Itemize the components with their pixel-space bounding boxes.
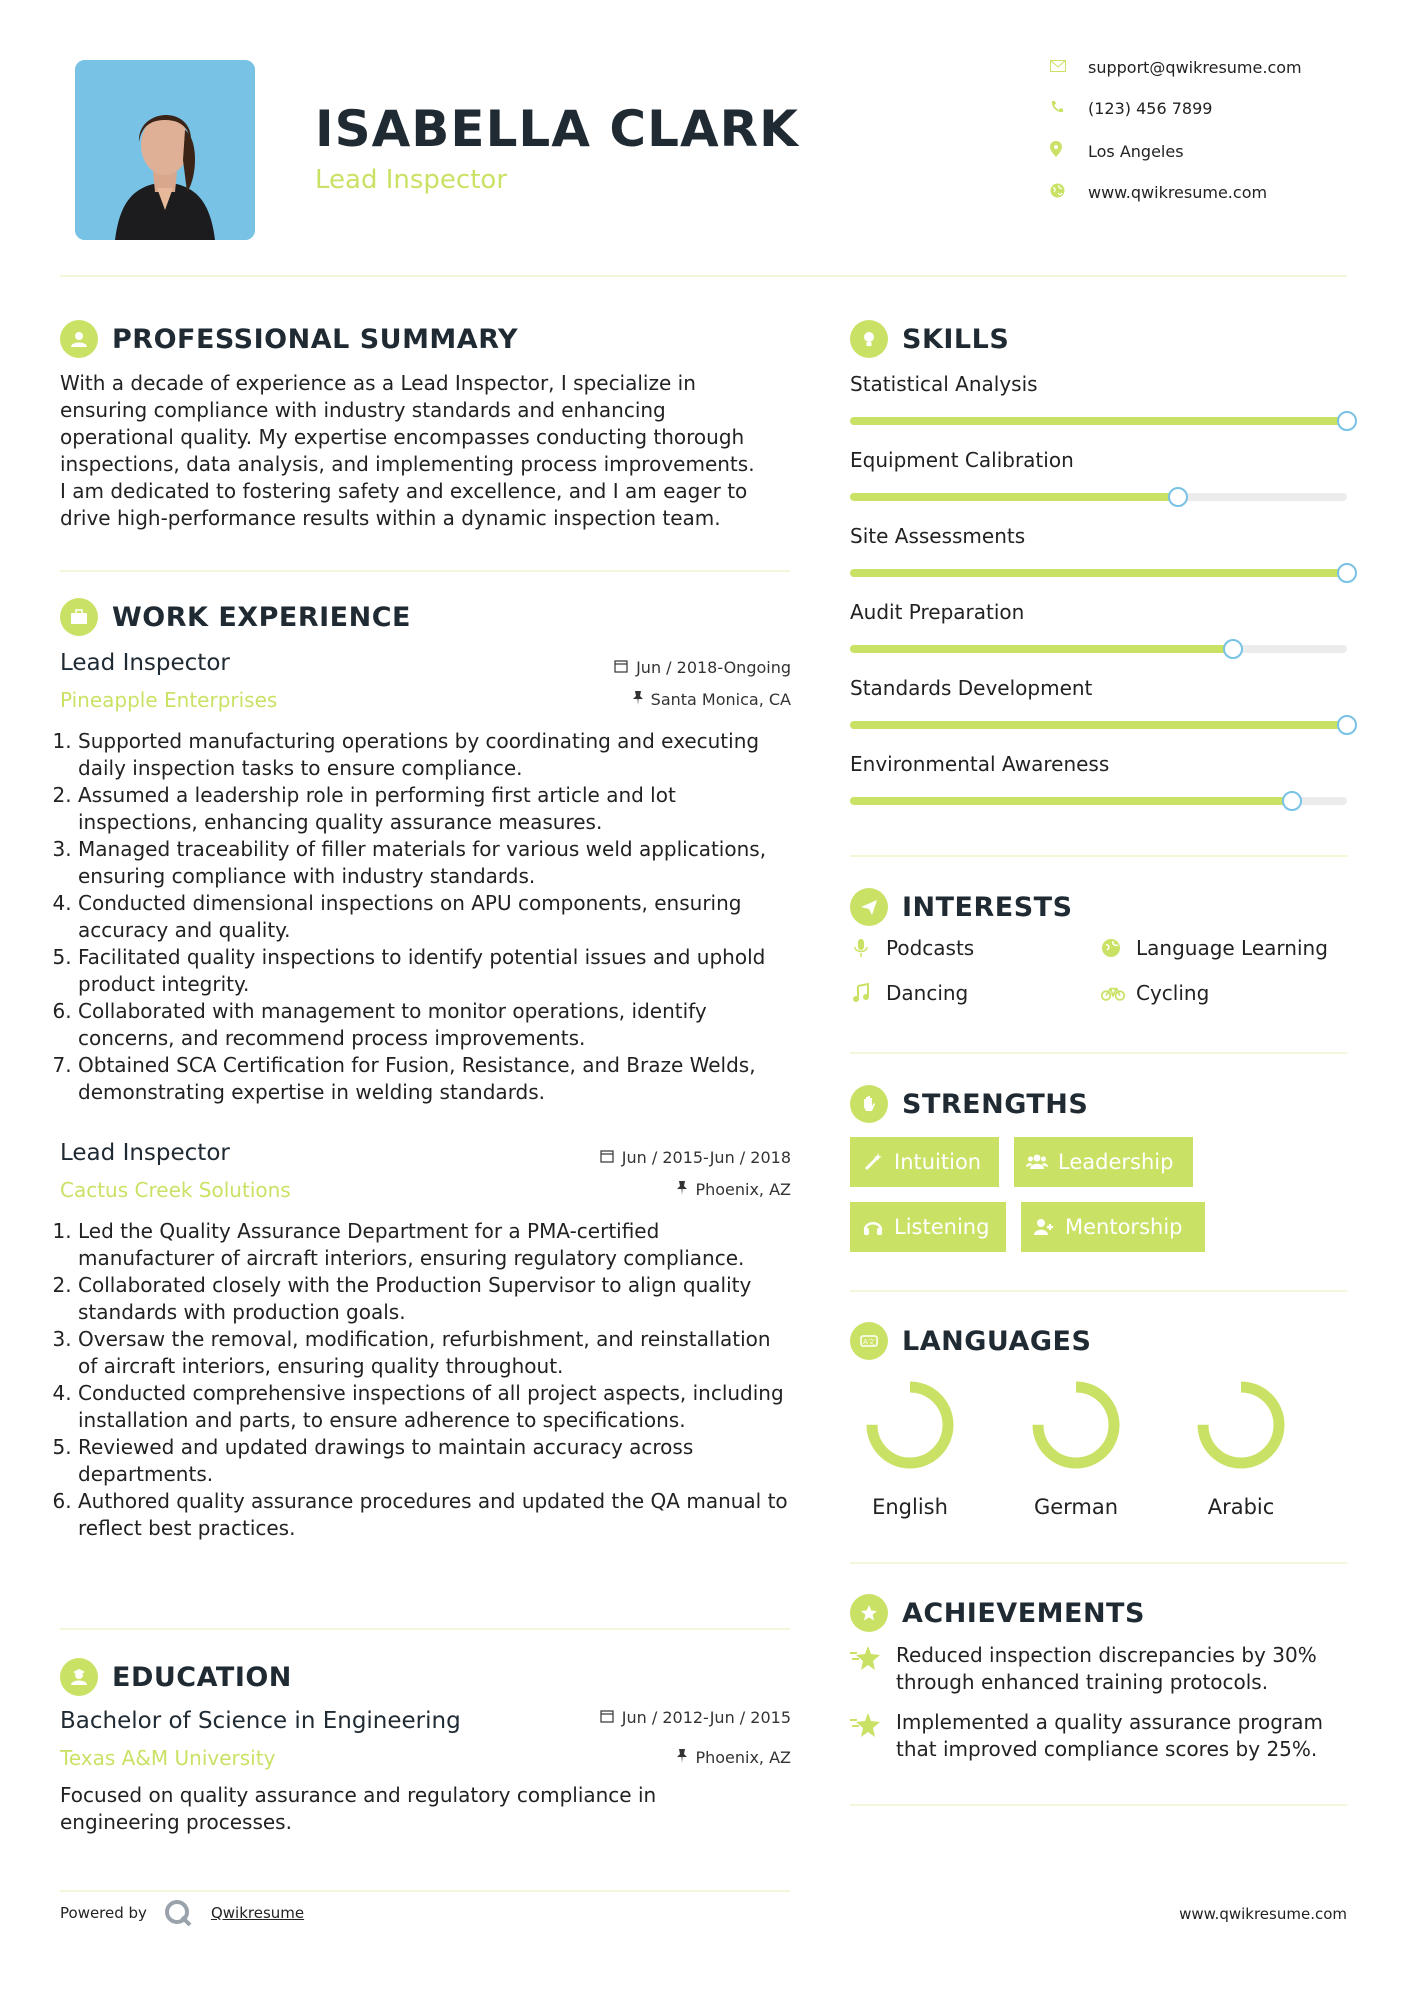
skill-label: Audit Preparation	[850, 600, 1025, 624]
calendar-icon	[600, 1709, 614, 1727]
calendar-icon	[600, 1149, 614, 1167]
job-1-dates	[614, 658, 791, 677]
contact-phone-text: (123) 456 7899	[1088, 99, 1213, 118]
education-location-text: Phoenix, AZ	[695, 1748, 791, 1767]
music-note-icon	[850, 982, 876, 1004]
star-icon	[850, 1644, 886, 1679]
skill-bar-knob	[1337, 563, 1357, 583]
language-ring	[1026, 1375, 1126, 1475]
strength-label: Leadership	[1058, 1150, 1174, 1174]
skills-section-header	[850, 320, 1009, 358]
interest-label: Cycling	[1136, 981, 1210, 1005]
footer-powered-by	[60, 1898, 304, 1928]
language-label: Arabic	[1207, 1495, 1275, 1519]
achievement-line: Reduced inspection discrepancies by 30%	[896, 1643, 1317, 1667]
candidate-name: ISABELLA CLARK	[315, 100, 799, 158]
education-location	[677, 1748, 791, 1767]
education-degree: Bachelor of Science in Engineering	[60, 1708, 461, 1734]
interest-language-learning	[1100, 936, 1328, 960]
contact-email[interactable]	[1050, 58, 1302, 77]
skill-bar-fill	[850, 417, 1347, 425]
list-item: 7. Obtained SCA Certification for Fusion, Resistance, and Braze Welds, demonstrating expertise in welding standards.	[78, 1052, 795, 1106]
strength-intuition	[850, 1137, 999, 1187]
achievement-item	[850, 1709, 1323, 1763]
contact-location	[1050, 141, 1184, 161]
briefcase-icon	[60, 598, 98, 636]
skill-bar-fill	[850, 645, 1233, 653]
skill-bar-track	[850, 797, 1347, 805]
skill-label: Site Assessments	[850, 524, 1026, 548]
language-label: English	[872, 1495, 948, 1519]
job-1-company: Pineapple Enterprises	[60, 688, 278, 712]
interest-cycling	[1100, 981, 1209, 1005]
job-2-location	[677, 1180, 791, 1199]
globe-icon	[1100, 937, 1126, 959]
achievements-divider	[850, 1804, 1347, 1806]
strengths-divider	[850, 1290, 1347, 1292]
microphone-icon	[850, 937, 876, 959]
skills-divider	[850, 855, 1347, 857]
profile-photo	[75, 60, 255, 240]
summary-section-header	[60, 320, 518, 358]
work-heading: WORK EXPERIENCE	[112, 601, 411, 633]
strength-label: Mentorship	[1065, 1215, 1183, 1239]
education-school: Texas A&M University	[60, 1746, 276, 1770]
list-item: 1. Supported manufacturing operations by coordinating and executing daily inspection tasks to ensure compliance.	[78, 728, 795, 782]
list-item: 5. Facilitated quality inspections to identify potential issues and uphold product integrity.	[78, 944, 795, 998]
language-item	[850, 1375, 970, 1519]
user-plus-icon	[1033, 1216, 1055, 1238]
qwikresume-logo-icon	[163, 1898, 193, 1928]
star-icon	[850, 1711, 886, 1746]
magic-wand-icon	[862, 1151, 884, 1173]
globe-icon	[1050, 183, 1078, 202]
summary-line: drive high-performance results within a dynamic inspection team.	[60, 506, 721, 530]
powered-by-text: Powered by	[60, 1904, 147, 1922]
pushpin-icon	[677, 1749, 687, 1767]
strength-leadership	[1014, 1137, 1193, 1187]
language-label: German	[1033, 1495, 1119, 1519]
contact-website[interactable]	[1050, 183, 1267, 202]
education-line: engineering processes.	[60, 1810, 292, 1834]
header-divider	[60, 275, 1347, 277]
summary-text	[60, 370, 800, 532]
interests-heading: INTERESTS	[902, 891, 1073, 923]
skill-bar-fill	[850, 797, 1292, 805]
graduation-icon	[60, 1658, 98, 1696]
skill-bar-knob	[1337, 411, 1357, 431]
interest-label: Dancing	[886, 981, 969, 1005]
summary-line: inspections, data analysis, and implementing process improvements.	[60, 452, 755, 476]
achievements-heading: ACHIEVEMENTS	[902, 1597, 1145, 1629]
contact-location-text: Los Angeles	[1088, 141, 1184, 161]
skills-heading: SKILLS	[902, 323, 1010, 355]
pushpin-icon	[677, 1181, 687, 1199]
job-1-responsibilities	[60, 728, 795, 1106]
interest-label: Podcasts	[886, 936, 975, 960]
achievement-line: Implemented a quality assurance program	[896, 1710, 1323, 1734]
user-icon	[60, 320, 98, 358]
job-1-location-text: Santa Monica, CA	[650, 690, 791, 709]
skill-bar-knob	[1168, 487, 1188, 507]
pushpin-icon	[633, 691, 643, 709]
achievement-item	[850, 1642, 1317, 1696]
person-portrait-image	[75, 60, 255, 240]
summary-line: ensuring compliance with industry standards and enhancing	[60, 398, 666, 422]
summary-line: operational quality. My expertise encompasses conducting thorough	[60, 425, 745, 449]
contact-website-text: www.qwikresume.com	[1088, 183, 1268, 202]
job-2-dates-text: Jun / 2015-Jun / 2018	[621, 1148, 791, 1167]
summary-line: I am dedicated to fostering safety and excellence, and I am eager to	[60, 479, 748, 503]
skill-bar-fill	[850, 721, 1347, 729]
job-1-location	[633, 690, 791, 709]
contact-phone[interactable]	[1050, 99, 1212, 118]
hand-icon	[850, 1085, 888, 1123]
skill-label: Standards Development	[850, 676, 1093, 700]
list-item: 5. Reviewed and updated drawings to maintain accuracy across departments.	[78, 1434, 795, 1488]
interests-section-header	[850, 888, 1073, 926]
job-2-company: Cactus Creek Solutions	[60, 1178, 291, 1202]
summary-divider	[60, 570, 790, 572]
skill-bar-knob	[1282, 791, 1302, 811]
strengths-heading: STRENGTHS	[902, 1088, 1089, 1120]
education-dates-text: Jun / 2012-Jun / 2015	[621, 1708, 791, 1727]
lightbulb-icon	[850, 320, 888, 358]
skill-bar-track	[850, 569, 1347, 577]
calendar-icon	[614, 659, 628, 677]
job-1-title: Lead Inspector	[60, 650, 230, 676]
strength-mentorship	[1021, 1202, 1205, 1252]
achievements-section-header	[850, 1594, 1145, 1632]
contact-email-text: support@qwikresume.com	[1088, 58, 1302, 77]
languages-section-header	[850, 1322, 1091, 1360]
education-divider	[60, 1890, 790, 1892]
education-heading: EDUCATION	[112, 1661, 292, 1693]
map-pin-icon	[1050, 141, 1078, 161]
qwikresume-link[interactable]: Qwikresume	[210, 1904, 305, 1922]
skill-bar-track	[850, 721, 1347, 729]
list-item: 4. Conducted dimensional inspections on APU components, ensuring accuracy and quality.	[78, 890, 795, 944]
language-item	[1181, 1375, 1301, 1519]
education-line: Focused on quality assurance and regulatory compliance in	[60, 1783, 657, 1807]
strength-listening	[850, 1202, 1006, 1252]
interest-label: Language Learning	[1136, 936, 1328, 960]
summary-heading: PROFESSIONAL SUMMARY	[112, 323, 519, 355]
skill-bar-track	[850, 493, 1347, 501]
language-ring	[1191, 1375, 1291, 1475]
education-section-header	[60, 1658, 292, 1696]
list-item: 4. Conducted comprehensive inspections of all project aspects, including installation and parts, to ensure adherence to specifications.	[78, 1380, 795, 1434]
list-item: 1. Led the Quality Assurance Department for a PMA-certified manufacturer of aircraft interiors, ensuring regulatory compliance.	[78, 1218, 795, 1272]
language-ring-arc	[1203, 1387, 1279, 1463]
list-item: 6. Collaborated with management to monitor operations, identify concerns, and recommend process improvements.	[78, 998, 795, 1052]
list-item: 2. Assumed a leadership role in performing first article and lot inspections, enhancing quality assurance measures.	[78, 782, 795, 836]
strengths-section-header	[850, 1085, 1088, 1123]
education-dates	[600, 1708, 791, 1727]
interests-divider	[850, 1052, 1347, 1054]
bicycle-icon	[1100, 982, 1126, 1004]
list-item: 2. Collaborated closely with the Production Supervisor to align quality standards with production goals.	[78, 1272, 795, 1326]
paper-plane-icon	[850, 888, 888, 926]
languages-divider	[850, 1562, 1347, 1564]
list-item: 6. Authored quality assurance procedures and updated the QA manual to reflect best practices.	[78, 1488, 795, 1542]
languages-heading: LANGUAGES	[902, 1325, 1092, 1357]
phone-icon	[1050, 100, 1078, 118]
translate-icon	[850, 1322, 888, 1360]
candidate-title: Lead Inspector	[315, 165, 508, 195]
skill-bar-track	[850, 417, 1347, 425]
interest-podcasts	[850, 936, 974, 960]
strength-label: Intuition	[894, 1150, 982, 1174]
skill-bar-fill	[850, 493, 1178, 501]
skill-label: Environmental Awareness	[850, 752, 1110, 776]
job-2-responsibilities	[60, 1218, 795, 1542]
footer-website[interactable]: www.qwikresume.com	[1179, 1905, 1347, 1923]
strength-label: Listening	[894, 1215, 990, 1239]
interest-dancing	[850, 981, 968, 1005]
svg-text:A文: A文	[863, 1338, 875, 1346]
language-ring	[860, 1375, 960, 1475]
job-2-title: Lead Inspector	[60, 1140, 230, 1166]
users-icon	[1026, 1151, 1048, 1173]
achievement-line: through enhanced training protocols.	[896, 1670, 1269, 1694]
language-ring-arc	[872, 1387, 948, 1463]
list-item: 3. Managed traceability of filler materials for various weld applications, ensuring compliance with industry standards.	[78, 836, 795, 890]
skill-bar-fill	[850, 569, 1347, 577]
skill-bar-knob	[1337, 715, 1357, 735]
summary-line: With a decade of experience as a Lead Inspector, I specialize in	[60, 371, 696, 395]
job-1-dates-text: Jun / 2018-Ongoing	[636, 658, 791, 677]
work-divider	[60, 1628, 790, 1630]
language-item	[1016, 1375, 1136, 1519]
envelope-icon	[1050, 60, 1078, 76]
headphones-icon	[862, 1216, 884, 1238]
star-badge-icon	[850, 1594, 888, 1632]
skill-bar-knob	[1223, 639, 1243, 659]
job-2-location-text: Phoenix, AZ	[695, 1180, 791, 1199]
skill-label: Equipment Calibration	[850, 448, 1074, 472]
skill-label: Statistical Analysis	[850, 372, 1038, 396]
work-section-header	[60, 598, 411, 636]
education-description	[60, 1782, 800, 1836]
language-ring-arc	[1038, 1387, 1114, 1463]
skill-bar-track	[850, 645, 1347, 653]
achievement-line: that improved compliance scores by 25%.	[896, 1737, 1318, 1761]
job-2-dates	[600, 1148, 791, 1167]
list-item: 3. Oversaw the removal, modification, refurbishment, and reinstallation of aircraft interiors, ensuring quality throughout.	[78, 1326, 795, 1380]
